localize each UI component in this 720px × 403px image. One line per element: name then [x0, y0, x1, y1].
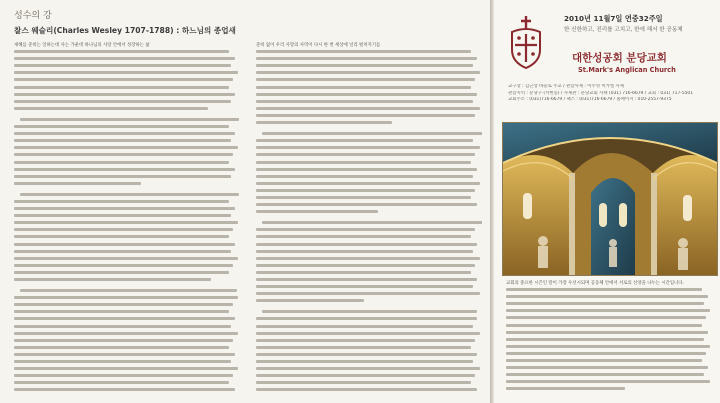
text-line — [506, 315, 712, 322]
text-line — [506, 351, 712, 358]
text-line-fill — [506, 324, 702, 327]
text-line — [14, 124, 240, 131]
text-line — [14, 181, 240, 188]
text-line — [14, 366, 240, 373]
text-line — [14, 295, 240, 302]
masthead — [494, 0, 720, 112]
text-line — [256, 284, 482, 291]
text-line-fill — [256, 139, 473, 142]
text-line-fill — [256, 264, 475, 267]
text-line-fill — [14, 125, 229, 128]
church-contacts — [508, 84, 712, 104]
text-line — [14, 288, 240, 295]
text-line — [506, 330, 712, 337]
text-line-fill — [14, 146, 238, 149]
church-motto — [564, 26, 683, 34]
text-line — [256, 209, 482, 216]
text-line — [256, 263, 482, 270]
text-line-fill — [256, 235, 471, 238]
text-line-fill — [256, 71, 480, 74]
text-line — [256, 366, 482, 373]
text-line — [506, 386, 712, 393]
text-line — [14, 106, 240, 113]
text-line — [14, 167, 240, 174]
text-line — [14, 206, 240, 213]
text-line — [14, 227, 240, 234]
text-line — [14, 387, 240, 394]
text-line-fill — [14, 161, 229, 164]
text-line — [14, 117, 240, 124]
text-line-fill — [506, 373, 704, 376]
text-line — [14, 380, 240, 387]
text-line-fill — [256, 353, 477, 356]
text-line — [256, 120, 482, 127]
text-line — [256, 138, 482, 145]
text-line — [14, 131, 240, 138]
text-line-fill — [506, 366, 708, 369]
text-line — [14, 199, 240, 206]
text-line — [256, 298, 482, 305]
text-line-fill — [14, 214, 231, 217]
text-line-fill — [506, 331, 708, 334]
text-line-fill — [14, 64, 231, 67]
text-line — [256, 131, 482, 138]
text-line — [256, 352, 482, 359]
text-line-fill — [14, 182, 141, 185]
contact-line: 관할지역 : 분당구 (서현동) / 사제관 : 분당교회 사택 (031) 716-6679 / 교회 : 031) 717-5501 — [508, 90, 694, 96]
text-line-fill — [256, 317, 477, 320]
text-line — [256, 181, 482, 188]
text-line — [256, 373, 482, 380]
text-line-fill — [506, 302, 704, 305]
text-line — [14, 49, 240, 56]
text-line-fill — [506, 352, 706, 355]
text-line-fill — [256, 189, 475, 192]
text-line-fill — [14, 325, 231, 328]
text-line-fill — [14, 235, 229, 238]
text-line-fill — [14, 207, 235, 210]
text-line-fill — [256, 332, 480, 335]
text-line-fill — [14, 381, 229, 384]
text-line — [14, 352, 240, 359]
text-line — [256, 160, 482, 167]
text-line-fill — [14, 78, 233, 81]
text-line-fill — [14, 250, 231, 253]
text-line — [506, 344, 712, 351]
text-line — [14, 345, 240, 352]
text-line-fill — [506, 387, 625, 390]
text-line-fill — [14, 107, 208, 110]
text-line-fill — [256, 168, 477, 171]
text-line-fill — [14, 264, 233, 267]
text-line — [14, 263, 240, 270]
text-line-fill — [256, 203, 477, 206]
text-line-fill — [14, 257, 238, 260]
text-line-fill — [14, 175, 231, 178]
text-line — [14, 213, 240, 220]
text-line-fill — [256, 153, 475, 156]
text-line-fill — [14, 388, 235, 391]
text-line-fill — [14, 332, 238, 335]
text-line — [14, 77, 240, 84]
text-line-fill — [14, 296, 238, 299]
text-line — [256, 195, 482, 202]
text-line-fill — [256, 196, 471, 199]
text-line-fill — [14, 57, 235, 60]
text-line — [14, 92, 240, 99]
text-line — [14, 220, 240, 227]
text-line-fill — [256, 250, 473, 253]
text-line — [14, 359, 240, 366]
text-line — [256, 277, 482, 284]
text-line — [14, 338, 240, 345]
text-line-fill — [256, 360, 473, 363]
text-line — [14, 309, 240, 316]
text-line — [256, 234, 482, 241]
text-line-fill — [256, 325, 473, 328]
text-line — [506, 358, 712, 365]
text-line — [256, 49, 482, 56]
text-line-fill — [256, 271, 471, 274]
text-line-fill — [256, 228, 475, 231]
text-line-fill — [14, 374, 233, 377]
column-2-intro: 준비 없이 우리 사랑의 사역이 다시 한 번 세상에 널리 펼쳐지기를 — [256, 43, 381, 48]
section-label: 성수의 강 — [14, 11, 52, 21]
right-page-body — [506, 280, 712, 398]
motto-line-1: 한 신한하고, 진리를 고치고, 한에 해서 한 공동체 — [564, 27, 683, 33]
text-line-fill — [256, 381, 471, 384]
text-line — [14, 160, 240, 167]
text-line — [256, 145, 482, 152]
text-line-fill — [14, 310, 229, 313]
text-line-fill — [256, 64, 473, 67]
text-line-fill — [14, 278, 211, 281]
text-line-fill — [256, 210, 378, 213]
text-line-fill — [506, 359, 702, 362]
article-title: 찰스 웨슬리(Charles Wesley 1707-1788) : 하느님의 종업새 — [14, 26, 236, 35]
text-line — [14, 249, 240, 256]
column-2-text — [256, 49, 482, 394]
text-line — [256, 270, 482, 277]
text-line-fill — [14, 100, 231, 103]
text-line — [506, 301, 712, 308]
text-line — [256, 249, 482, 256]
text-line-fill — [14, 153, 233, 156]
text-line-fill — [20, 193, 239, 196]
text-line — [256, 227, 482, 234]
column-1-intro: 새해를 준비는 일하는데 사는 가운데 하나님의 사랑 안에서 성장하는 삶 — [14, 43, 150, 48]
text-line-fill — [256, 146, 480, 149]
text-line — [256, 174, 482, 181]
text-line — [256, 202, 482, 209]
text-line-fill — [14, 86, 229, 89]
text-line — [14, 270, 240, 277]
text-line — [256, 63, 482, 70]
text-line — [14, 234, 240, 241]
text-line — [14, 174, 240, 181]
text-line — [256, 256, 482, 263]
text-line-fill — [256, 388, 477, 391]
text-line-fill — [256, 182, 480, 185]
text-line-fill — [256, 114, 475, 117]
text-line-fill — [14, 367, 238, 370]
text-line-fill — [14, 228, 233, 231]
church-name-english: St.Mark's Anglican Church — [578, 66, 676, 74]
text-line — [14, 373, 240, 380]
text-line-fill — [14, 346, 229, 349]
text-line-fill — [14, 168, 235, 171]
text-line — [506, 323, 712, 330]
text-line-fill — [14, 243, 235, 246]
text-line — [14, 85, 240, 92]
text-line — [506, 287, 712, 294]
text-line — [14, 242, 240, 249]
text-line-fill — [256, 57, 477, 60]
text-line — [506, 365, 712, 372]
text-line-fill — [256, 78, 475, 81]
text-line-fill — [256, 121, 392, 124]
text-line — [256, 345, 482, 352]
text-line — [14, 99, 240, 106]
text-line — [256, 70, 482, 77]
text-line-fill — [256, 292, 480, 295]
text-line — [256, 77, 482, 84]
text-line-fill — [14, 50, 229, 53]
text-line-fill — [256, 346, 471, 349]
text-line-fill — [256, 243, 477, 246]
text-line — [14, 56, 240, 63]
text-line — [14, 324, 240, 331]
text-line — [506, 379, 712, 386]
contact-line: 교구장 : 김근상 바울로 주교 / 관할사제 : 이주영 미카엘 사제 — [508, 84, 624, 89]
text-line-fill — [262, 221, 482, 224]
byzantine-mosaic-image — [502, 122, 718, 276]
text-line — [506, 294, 712, 301]
text-line-fill — [506, 380, 710, 383]
text-line-fill — [14, 271, 229, 274]
text-line-fill — [506, 345, 710, 348]
text-line — [14, 152, 240, 159]
text-line-fill — [256, 107, 480, 110]
service-date: 2010년 11월7일 연중32주일 — [564, 14, 663, 23]
text-line — [14, 63, 240, 70]
text-line — [14, 331, 240, 338]
text-line — [256, 152, 482, 159]
text-line — [256, 113, 482, 120]
text-line — [256, 85, 482, 92]
text-line-fill — [14, 339, 233, 342]
text-line-fill — [14, 71, 238, 74]
text-line-fill — [262, 310, 477, 313]
text-line-fill — [506, 288, 702, 291]
text-line — [256, 309, 482, 316]
text-line-fill — [506, 295, 708, 298]
text-line-fill — [506, 316, 706, 319]
text-line-fill — [14, 317, 235, 320]
church-name-korean: 대한성공회 분당교회 — [572, 52, 667, 64]
text-line — [256, 387, 482, 394]
text-line-fill — [256, 175, 473, 178]
text-line-fill — [14, 303, 233, 306]
paragraph-gap — [506, 394, 712, 398]
text-line — [256, 99, 482, 106]
text-line-fill — [14, 132, 235, 135]
text-line — [506, 337, 712, 344]
text-line-fill — [256, 278, 477, 281]
text-line — [256, 331, 482, 338]
text-line-fill — [256, 299, 364, 302]
text-line — [14, 277, 240, 284]
text-line-fill — [256, 50, 471, 53]
text-line-fill — [20, 289, 237, 292]
text-line-fill — [256, 339, 475, 342]
text-line-fill — [256, 374, 475, 377]
text-line — [14, 192, 240, 199]
column-1-text — [14, 49, 240, 394]
text-line — [256, 167, 482, 174]
text-line-fill — [256, 257, 480, 260]
text-line — [256, 56, 482, 63]
text-line-fill — [256, 86, 471, 89]
text-line — [14, 316, 240, 323]
text-line — [506, 372, 712, 379]
text-line-fill — [20, 118, 239, 121]
text-line-fill — [506, 309, 710, 312]
text-line — [256, 380, 482, 387]
text-line — [256, 92, 482, 99]
text-line — [506, 308, 712, 315]
text-line-fill — [256, 367, 480, 370]
text-line-fill — [14, 360, 231, 363]
text-line-fill — [256, 93, 477, 96]
right-page — [494, 0, 720, 403]
article-column-1 — [14, 42, 240, 395]
text-line — [14, 70, 240, 77]
text-line — [256, 220, 482, 227]
text-line — [256, 106, 482, 113]
text-line — [14, 302, 240, 309]
text-line — [256, 316, 482, 323]
text-line-fill — [14, 353, 235, 356]
text-line-fill — [14, 93, 235, 96]
text-line — [14, 256, 240, 263]
text-line-fill — [14, 139, 231, 142]
text-line — [14, 138, 240, 145]
contact-line: 교회주소 : (031)716-6679 / 팩스 : (031)716-6679 / 홈페이지 : 010-2557-9375 — [508, 97, 672, 103]
text-line — [256, 324, 482, 331]
text-line — [256, 359, 482, 366]
text-line-fill — [506, 338, 704, 341]
text-line-fill — [256, 161, 471, 164]
text-line — [14, 145, 240, 152]
text-line-fill — [256, 100, 473, 103]
article-column-2 — [256, 42, 482, 395]
text-line — [256, 242, 482, 249]
text-line — [256, 291, 482, 298]
text-line-fill — [256, 285, 473, 288]
text-line-fill — [14, 221, 238, 224]
right-body-intro: 교회의 중요한 시즌인 말이 가장 우선시되며 공동체 안에서 서로의 신앙을 나누는 시간입니다. — [506, 281, 684, 286]
text-line-fill — [14, 200, 229, 203]
text-line-fill — [262, 132, 482, 135]
text-line — [256, 188, 482, 195]
right-body-text — [506, 287, 712, 397]
church-emblem-icon — [506, 14, 546, 70]
text-line — [256, 338, 482, 345]
